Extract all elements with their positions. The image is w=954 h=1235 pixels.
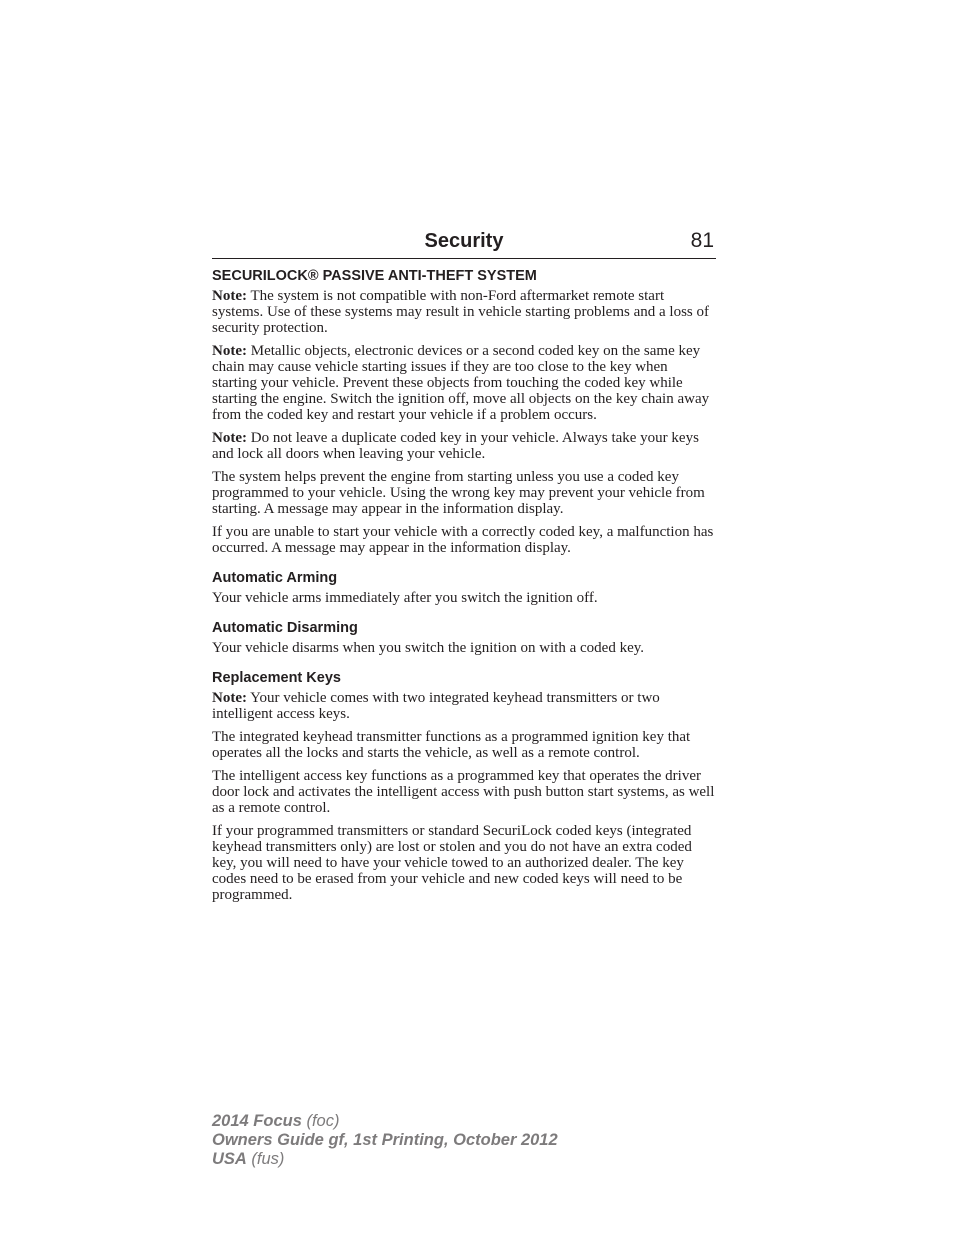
footer-region-code: (fus)	[246, 1150, 285, 1168]
footer-guide-line: Owners Guide gf, 1st Printing, October 2012	[212, 1131, 558, 1149]
body-paragraph: The integrated keyhead transmitter functions as a programmed ignition key that operates all the locks and starts the vehicle, as well as a remote control.	[212, 729, 691, 761]
footer-region: USA	[212, 1150, 247, 1168]
page-number: 81	[690, 229, 714, 252]
note-paragraph	[212, 690, 716, 722]
section-title: SECURILOCK® PASSIVE ANTI-THEFT SYSTEM	[212, 268, 537, 284]
note-label: Note:	[212, 430, 247, 446]
body-paragraph: If your programmed transmitters or standard SecuriLock coded keys (integrated keyhead transmitters only) are lost or stolen and you do not have an extra coded key, you will need to have your vehicle towed to an authorized dealer. The key codes need to be erased from your vehicle and new coded keys will need to be programmed.	[212, 823, 692, 903]
subsection-title-automatic-arming: Automatic Arming	[212, 570, 338, 586]
footer-model-code: (foc)	[301, 1112, 340, 1130]
note-label: Note:	[212, 690, 247, 706]
subsection-title-automatic-disarming: Automatic Disarming	[212, 620, 358, 636]
body-paragraph: The system helps prevent the engine from starting unless you use a coded key programmed to your vehicle. Using the wrong key may prevent your vehicle from starting. A message may appear in the information display.	[212, 469, 705, 517]
note-paragraph	[212, 343, 716, 423]
manual-page	[212, 228, 716, 910]
note-text: The system is not compatible with non-Ford aftermarket remote start systems. Use of these systems may result in vehicle starting problems and a loss of security protection.	[212, 288, 709, 336]
chapter-title: Security	[424, 230, 504, 252]
body-paragraph: Your vehicle disarms when you switch the ignition on with a coded key.	[212, 640, 645, 656]
note-label: Note:	[212, 343, 247, 359]
note-text: Do not leave a duplicate coded key in your vehicle. Always take your keys and lock all doors when leaving your vehicle.	[212, 430, 699, 462]
body-paragraph: Your vehicle arms immediately after you switch the ignition off.	[212, 590, 598, 606]
subsection-title-replacement-keys: Replacement Keys	[212, 670, 341, 686]
footer-region-line	[212, 1150, 558, 1169]
note-paragraph	[212, 288, 716, 336]
footer-model-line	[212, 1112, 558, 1131]
page-footer	[212, 1112, 558, 1169]
note-label: Note:	[212, 288, 247, 304]
note-text: Metallic objects, electronic devices or a second coded key on the same key chain may cause vehicle starting issues if they are too close to the key when starting your vehicle. Prevent these objects from touching the coded key while starting the engine. Switch the ignition off, move all objects on the key chain away from the coded key and restart your vehicle if a problem occurs.	[212, 343, 710, 423]
page-header	[212, 228, 716, 259]
body-paragraph: The intelligent access key functions as a programmed key that operates the driver door lock and activates the intelligent access with push button start systems, as well as a remote control.	[212, 768, 715, 816]
body-paragraph: If you are unable to start your vehicle with a correctly coded key, a malfunction has occurred. A message may appear in the information display.	[212, 524, 714, 556]
footer-model: 2014 Focus	[212, 1112, 302, 1130]
note-paragraph	[212, 430, 716, 462]
note-text: Your vehicle comes with two integrated keyhead transmitters or two intelligent access keys.	[212, 690, 660, 722]
